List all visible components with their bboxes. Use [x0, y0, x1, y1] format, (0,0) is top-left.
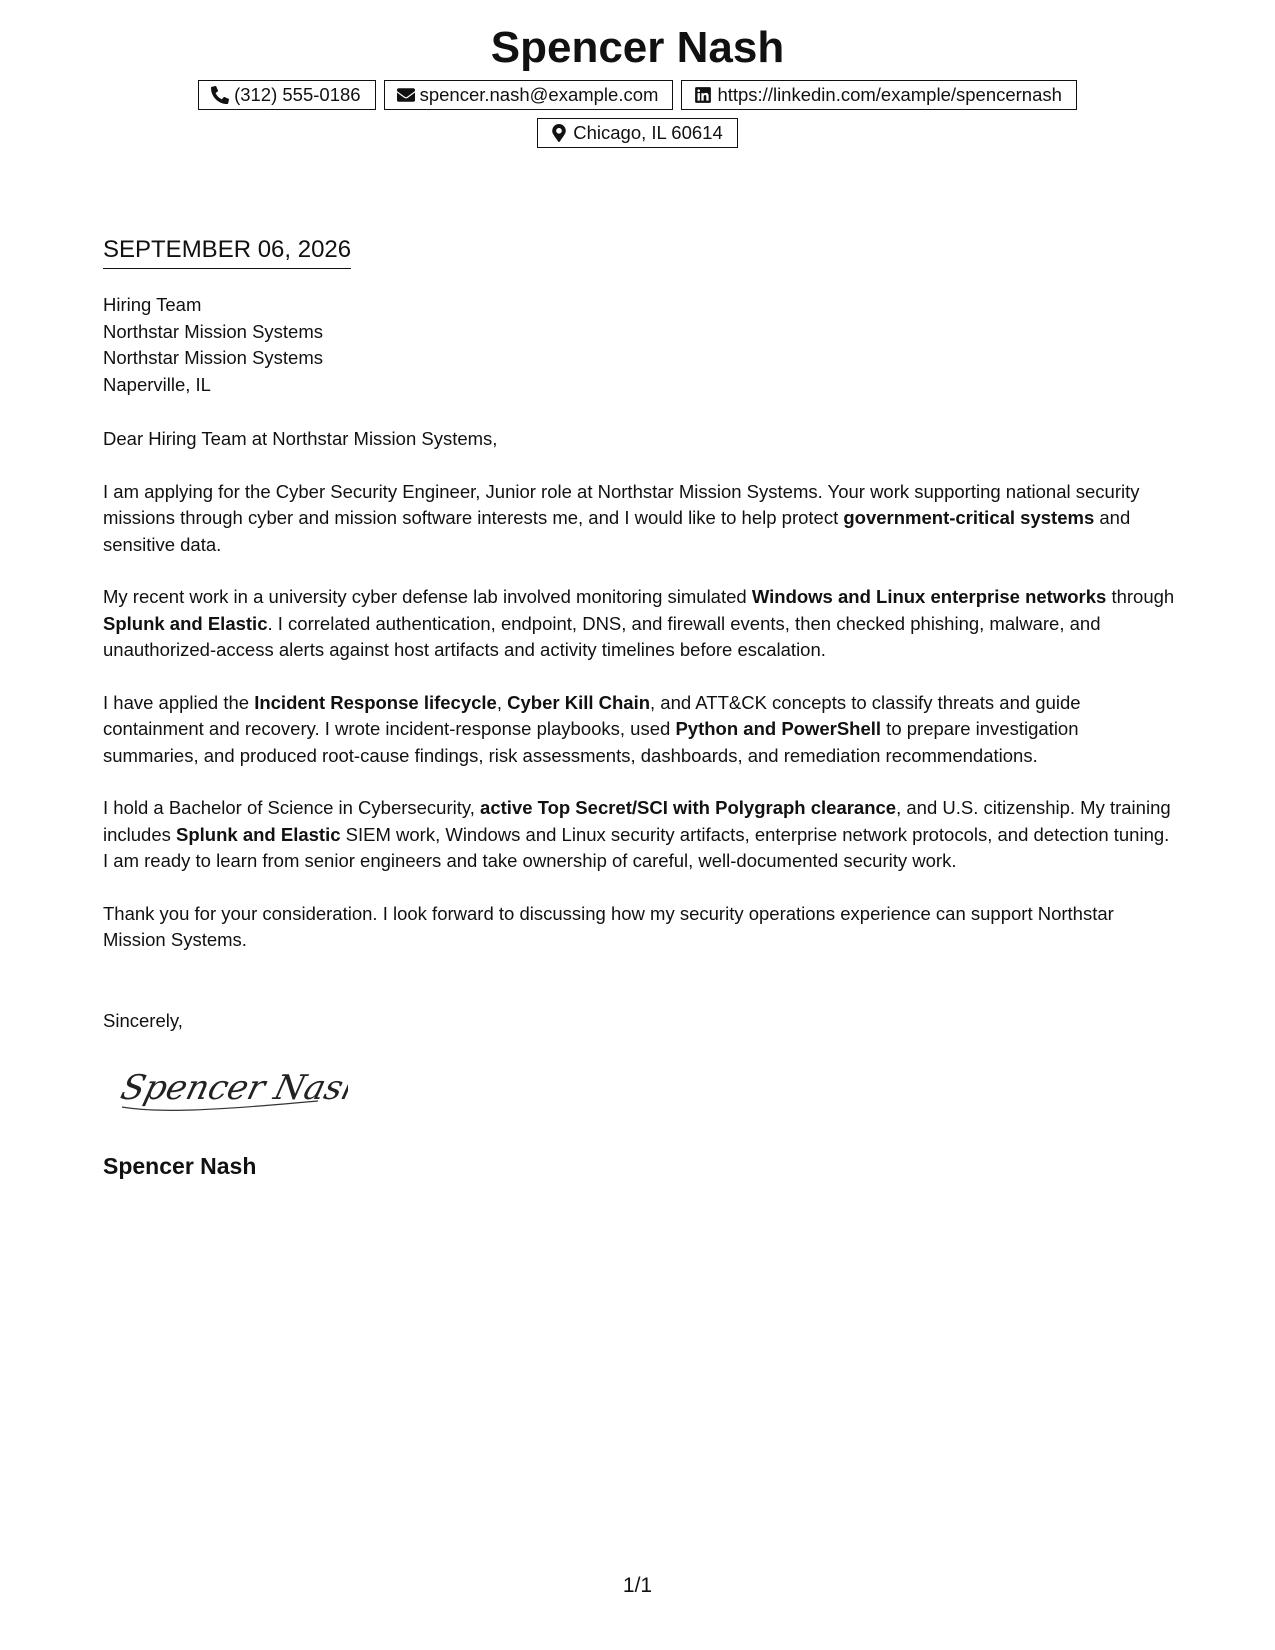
paragraph-text: I am applying for the Cyber Security Engineer, Junior role at Northstar Mission Systems. Your work supporting national security missions through cyber and mission software interests me, and I would like to help protect — [103, 480, 1140, 528]
letter-body — [103, 426, 1178, 980]
emphasized-text: Windows and Linux enterprise networks — [751, 586, 1107, 607]
location-text: Chicago, IL 60614 — [573, 122, 723, 143]
email-address: spencer.nash@example.com — [419, 84, 659, 105]
paragraph-text: I hold a Bachelor of Science in Cybersecurity, — [103, 797, 481, 818]
phone-number: (312) 555-0186 — [234, 84, 361, 105]
body-paragraph — [103, 795, 1178, 875]
body-paragraph — [103, 479, 1178, 559]
emphasized-text: government-critical systems — [843, 507, 1095, 528]
recipient-line: Northstar Mission Systems — [103, 320, 323, 342]
paragraph-text: Thank you for your consideration. I look forward to discussing how my security operations experience can support Northstar Mission Systems. — [103, 902, 1114, 950]
body-paragraph — [103, 584, 1178, 664]
emphasized-text: active Top Secret/SCI with Polygraph clearance — [480, 797, 897, 818]
page-indicator: 1/1 — [622, 1574, 653, 1597]
linkedin-url: https://linkedin.com/example/spencernash — [717, 84, 1062, 105]
paragraph-text: to prepare investigation summaries, and produced root-cause findings, risk assessments, dashboards, and remediation recommendations. — [103, 718, 1079, 766]
recipient-line: Naperville, IL — [103, 373, 211, 395]
linkedin-chip[interactable] — [681, 80, 1077, 110]
paragraph-text: , — [496, 691, 508, 713]
paragraph-text: I have applied the — [103, 691, 255, 713]
phone-icon — [211, 86, 229, 104]
paragraph-text: . I correlated authentication, endpoint, DNS, and firewall events, then checked phishing, malware, and unauthorized-access alerts against host artifacts and activity timelines before escalation. — [103, 612, 1101, 660]
paragraph-text: My recent work in a university cyber defense lab involved monitoring simulated — [103, 586, 752, 607]
paragraph-text: through — [1106, 586, 1175, 607]
envelope-icon — [397, 86, 415, 104]
map-pin-icon — [550, 124, 568, 142]
paragraph-text: , and U.S. citizenship. My training includes — [103, 797, 1171, 845]
emphasized-text: Incident Response lifecycle — [254, 691, 497, 713]
closing: Sincerely, — [103, 1010, 183, 1031]
letter-date: SEPTEMBER 06, 2026 — [103, 233, 351, 269]
recipient-line: Northstar Mission Systems — [103, 347, 323, 368]
contact-row — [0, 80, 1275, 110]
body-paragraph — [103, 690, 1178, 770]
paragraph-text: , and ATT&CK concepts to classify threats and guide containment and recovery. I wrote incident-response playbooks, used — [103, 691, 1081, 739]
body-paragraph — [103, 901, 1178, 954]
applicant-name: Spencer Nash — [490, 23, 785, 72]
signer-name: Spencer Nash — [103, 1153, 257, 1179]
paragraph-text: and sensitive data. — [103, 507, 1131, 555]
handwritten-signature — [118, 1055, 348, 1125]
signature-lettering: Spencer Nash — [118, 1068, 348, 1108]
emphasized-text: Python and PowerShell — [675, 718, 882, 739]
phone-chip — [198, 80, 376, 110]
linkedin-icon — [694, 86, 712, 104]
body-paragraphs — [103, 479, 1178, 954]
recipient-block — [103, 292, 323, 398]
contact-row-location — [0, 118, 1275, 148]
paragraph-text: SIEM work, Windows and Linux security artifacts, enterprise network protocols, and detection tuning. I am ready to learn from senior engineers and take ownership of careful, well-documented security work. — [103, 823, 1170, 871]
emphasized-text: Cyber Kill Chain — [507, 691, 651, 713]
emphasized-text: Splunk and Elastic — [103, 612, 268, 634]
recipient-line: Hiring Team — [103, 294, 202, 315]
salutation: Dear Hiring Team at Northstar Mission Systems, — [103, 428, 498, 449]
emphasized-text: Splunk and Elastic — [176, 823, 341, 845]
location-chip — [537, 118, 737, 148]
email-chip[interactable] — [384, 80, 674, 110]
